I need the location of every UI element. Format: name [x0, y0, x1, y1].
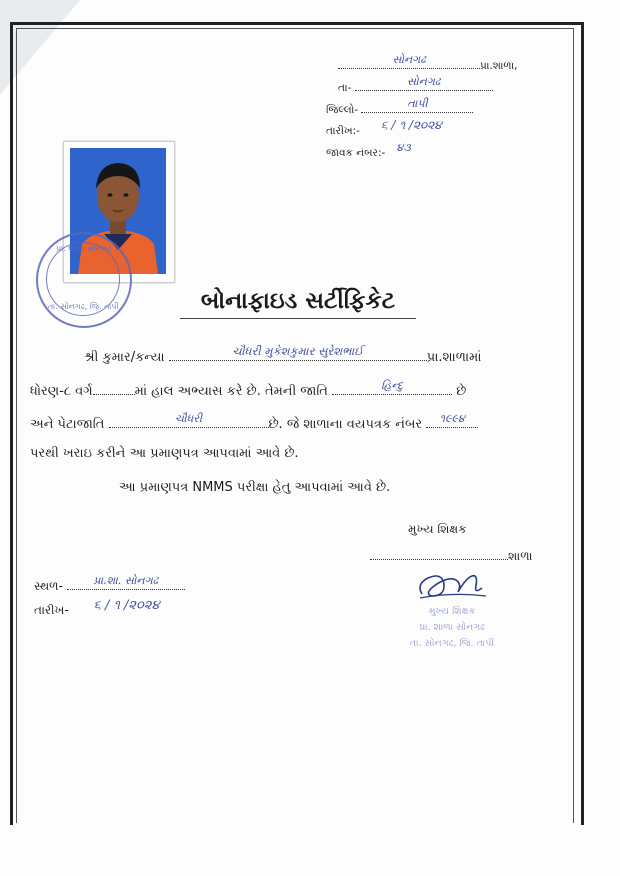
line2-suffix: છે: [456, 384, 467, 399]
place-label: સ્થળ-: [34, 579, 63, 593]
register-number-field: [426, 413, 478, 428]
subcaste-value: ચૌધરી: [174, 412, 203, 425]
register-text: છે. જે શાળાના વયપત્રક નંબર: [268, 417, 423, 432]
header-inward-value: ૪૩: [396, 141, 411, 154]
header-school-line: [338, 53, 518, 73]
header-school-value: સોનગઢ: [392, 53, 426, 66]
student-label: શ્રી કુમાર/કન્યા: [84, 350, 165, 365]
head-teacher-signature: [412, 566, 492, 606]
body-line-1: [84, 346, 481, 365]
header-inward-line: [326, 141, 419, 160]
seal-bottom-text: તા. સોનગઢ, જિ. તાપી: [48, 302, 119, 311]
seal-top-text: પ્રા. શાળા સોનગઢ: [56, 244, 112, 253]
body-line-3: [30, 413, 478, 432]
header-inward-field: [389, 141, 419, 156]
sig-stamp-line-3: તા. સોનગઢ, જિ. તાપી: [409, 638, 495, 649]
footer-date-value: ૬ / ૧ /૨૦૨૪: [93, 598, 160, 613]
school-round-seal: [36, 232, 132, 328]
study-text: માં હાલ અભ્યાસ કરે છે. તેમની જાતિ: [134, 384, 328, 399]
header-taluka-field: [355, 75, 493, 91]
header-school-field: [338, 53, 480, 69]
place-value: પ્રા.શા. સોનગઢ: [93, 574, 159, 587]
footer-school-line: [370, 546, 533, 564]
header-taluka-line: [338, 75, 493, 95]
header-inward-label: જાવક નંબર:-: [326, 147, 386, 159]
footer-date-label: તારીખ-: [34, 603, 69, 617]
student-name-value: ચૌધરી મુકેશકુમાર સુરેશભાઈ: [232, 344, 364, 358]
place-line: [34, 575, 185, 594]
student-name-field: [169, 346, 427, 361]
body-line-2: [30, 380, 466, 399]
sig-stamp-line-2: પ્રા. શાળા સોનગઢ: [419, 622, 485, 633]
sig-stamp-line-1: મુખ્ય શિક્ષક: [428, 606, 476, 617]
footer-school-field: [370, 546, 508, 560]
caste-field: [332, 380, 452, 395]
body-line-4: પરથી ખરાઇ કરીને આ પ્રમાણપત્ર આપવામાં આવે છે.: [30, 446, 299, 461]
header-date-value: ૬ / ૧ /૨૦૨૪: [380, 118, 442, 132]
header-taluka-value: સોનગઢ: [406, 75, 441, 88]
head-teacher-label: મુખ્ય શિક્ષક: [408, 522, 467, 536]
subcaste-field: [109, 413, 269, 428]
header-district-field: [361, 97, 473, 113]
header-date-label: તારીખ:-: [326, 125, 360, 137]
header-district-value: તાપી: [407, 97, 428, 110]
standard-label: ધોરણ-૮ વર્ગ: [30, 384, 93, 399]
footer-school-suffix: શાળા: [508, 549, 533, 563]
register-number-value: ૧૯૯૪: [439, 412, 465, 425]
header-district-line: [326, 97, 473, 117]
caste-value: હિન્દુ: [381, 379, 404, 392]
place-field: [67, 575, 185, 590]
header-date-line: [326, 118, 459, 138]
head-teacher-stamp: [382, 604, 522, 668]
footer-date-field: [73, 600, 181, 614]
class-division-field: [93, 380, 135, 395]
certificate-title: બોનાફાઇડ સર્ટીફિકેટ: [180, 288, 416, 319]
subcaste-label: અને પેટાજાતિ: [30, 417, 105, 432]
school-suffix-text: પ્રા.શાળામાં: [426, 350, 482, 365]
body-line-5: આ પ્રમાણપત્ર NMMS પરીક્ષા હેતુ આપવામાં આવે છે.: [119, 480, 391, 495]
footer-date-line: [34, 600, 181, 618]
header-district-label: જિલ્લો-: [326, 104, 359, 116]
header-date-field: [363, 118, 459, 134]
header-school-suffix: પ્રા.શાળા,: [480, 60, 518, 72]
header-taluka-label: તા-: [338, 82, 352, 94]
